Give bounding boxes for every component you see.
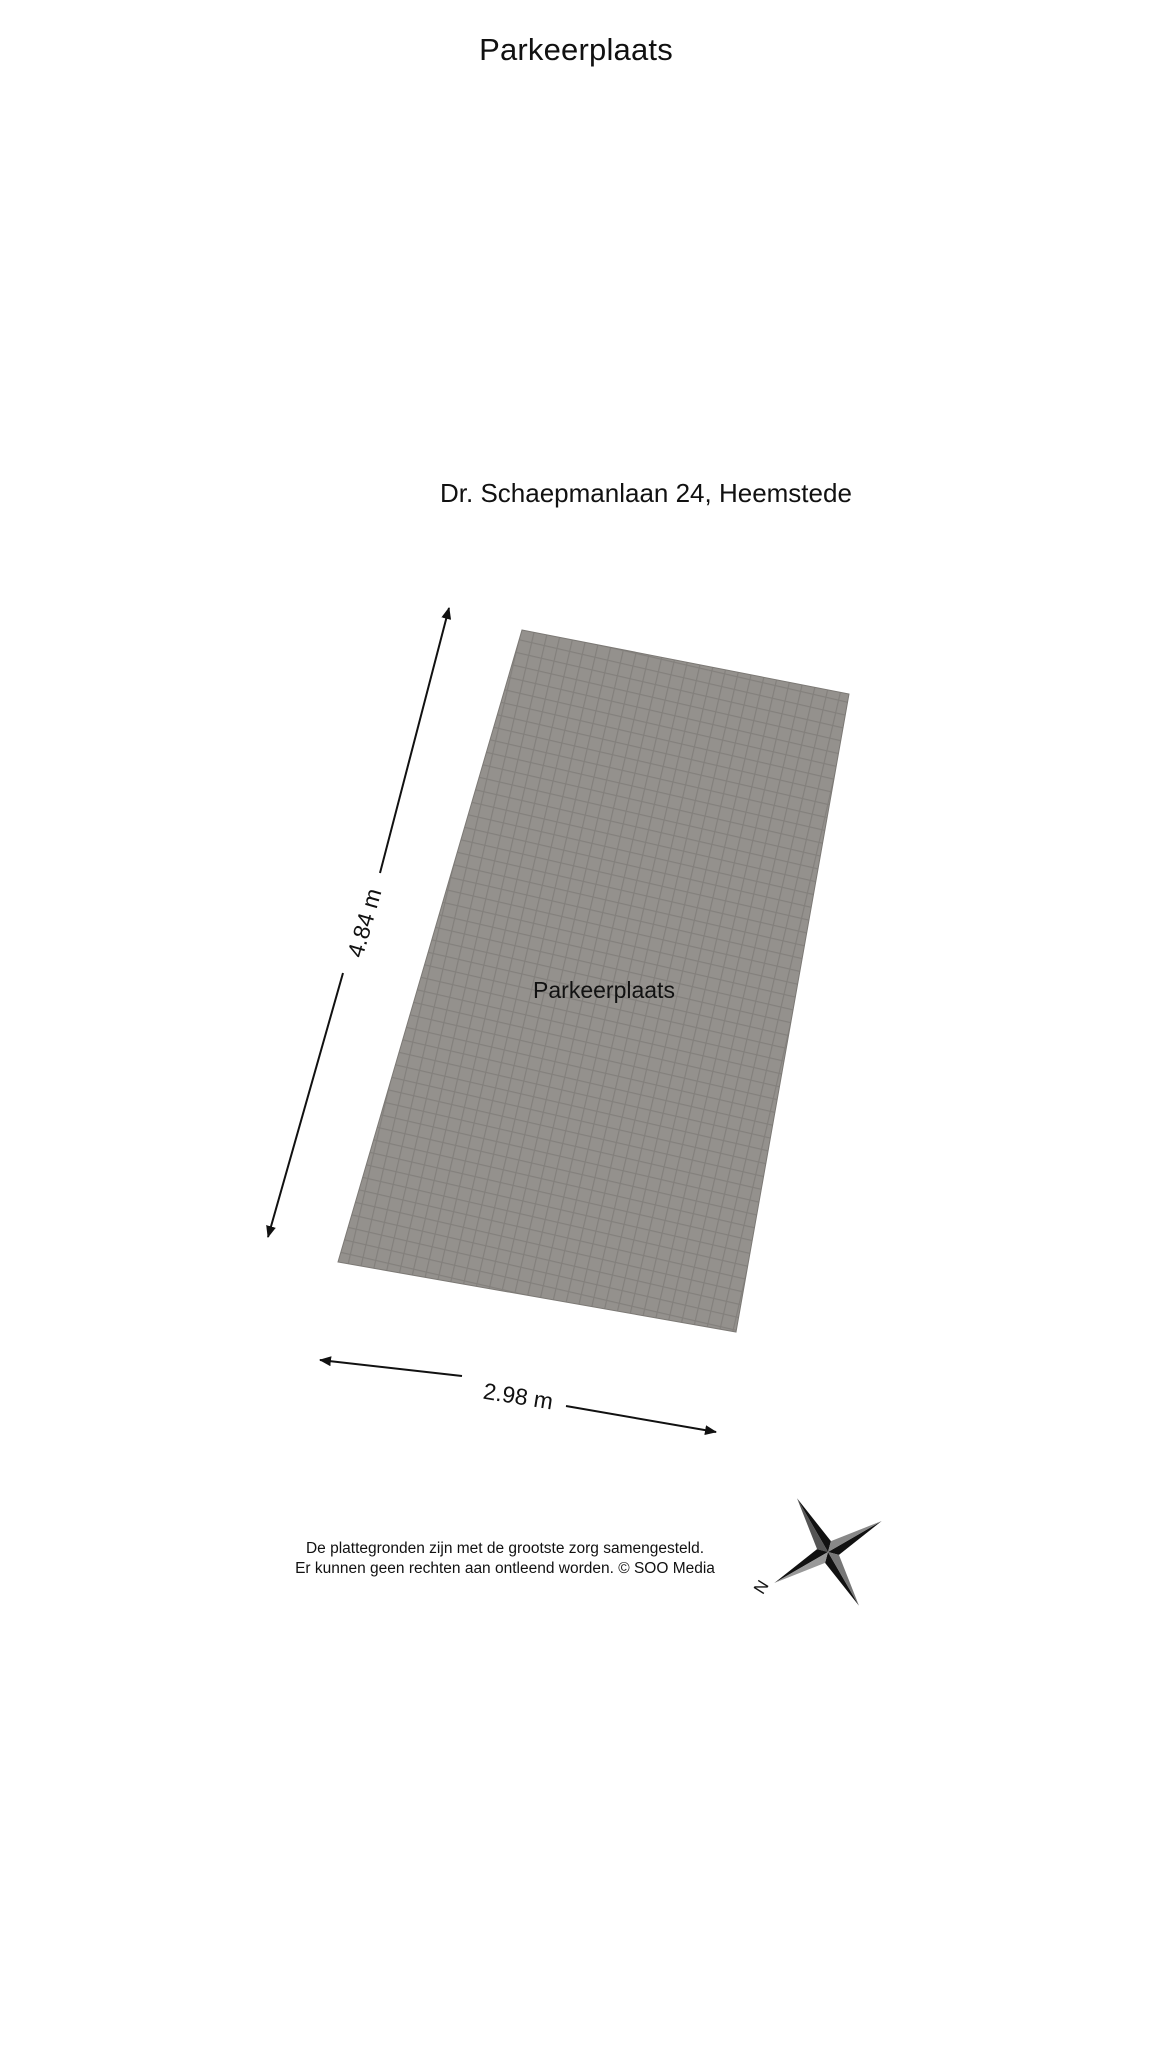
length-dimension-label: 4.84 m (342, 885, 387, 961)
disclaimer (230, 1539, 780, 1579)
disclaimer-line-1: De plattegronden zijn met de grootste zorg samengesteld. (305, 1540, 705, 1557)
compass-north-label: N (750, 1576, 773, 1598)
property-address: Dr. Schaepmanlaan 24, Heemstede (440, 478, 852, 508)
disclaimer-line-2: Er kunnen geen rechten aan ontleend worden. © SOO Media (295, 1560, 715, 1577)
width-dimension (320, 1360, 716, 1432)
width-dimension-label: 2.98 m (481, 1377, 556, 1415)
page-title: Parkeerplaats (479, 32, 673, 67)
room-label: Parkeerplaats (533, 977, 675, 1003)
